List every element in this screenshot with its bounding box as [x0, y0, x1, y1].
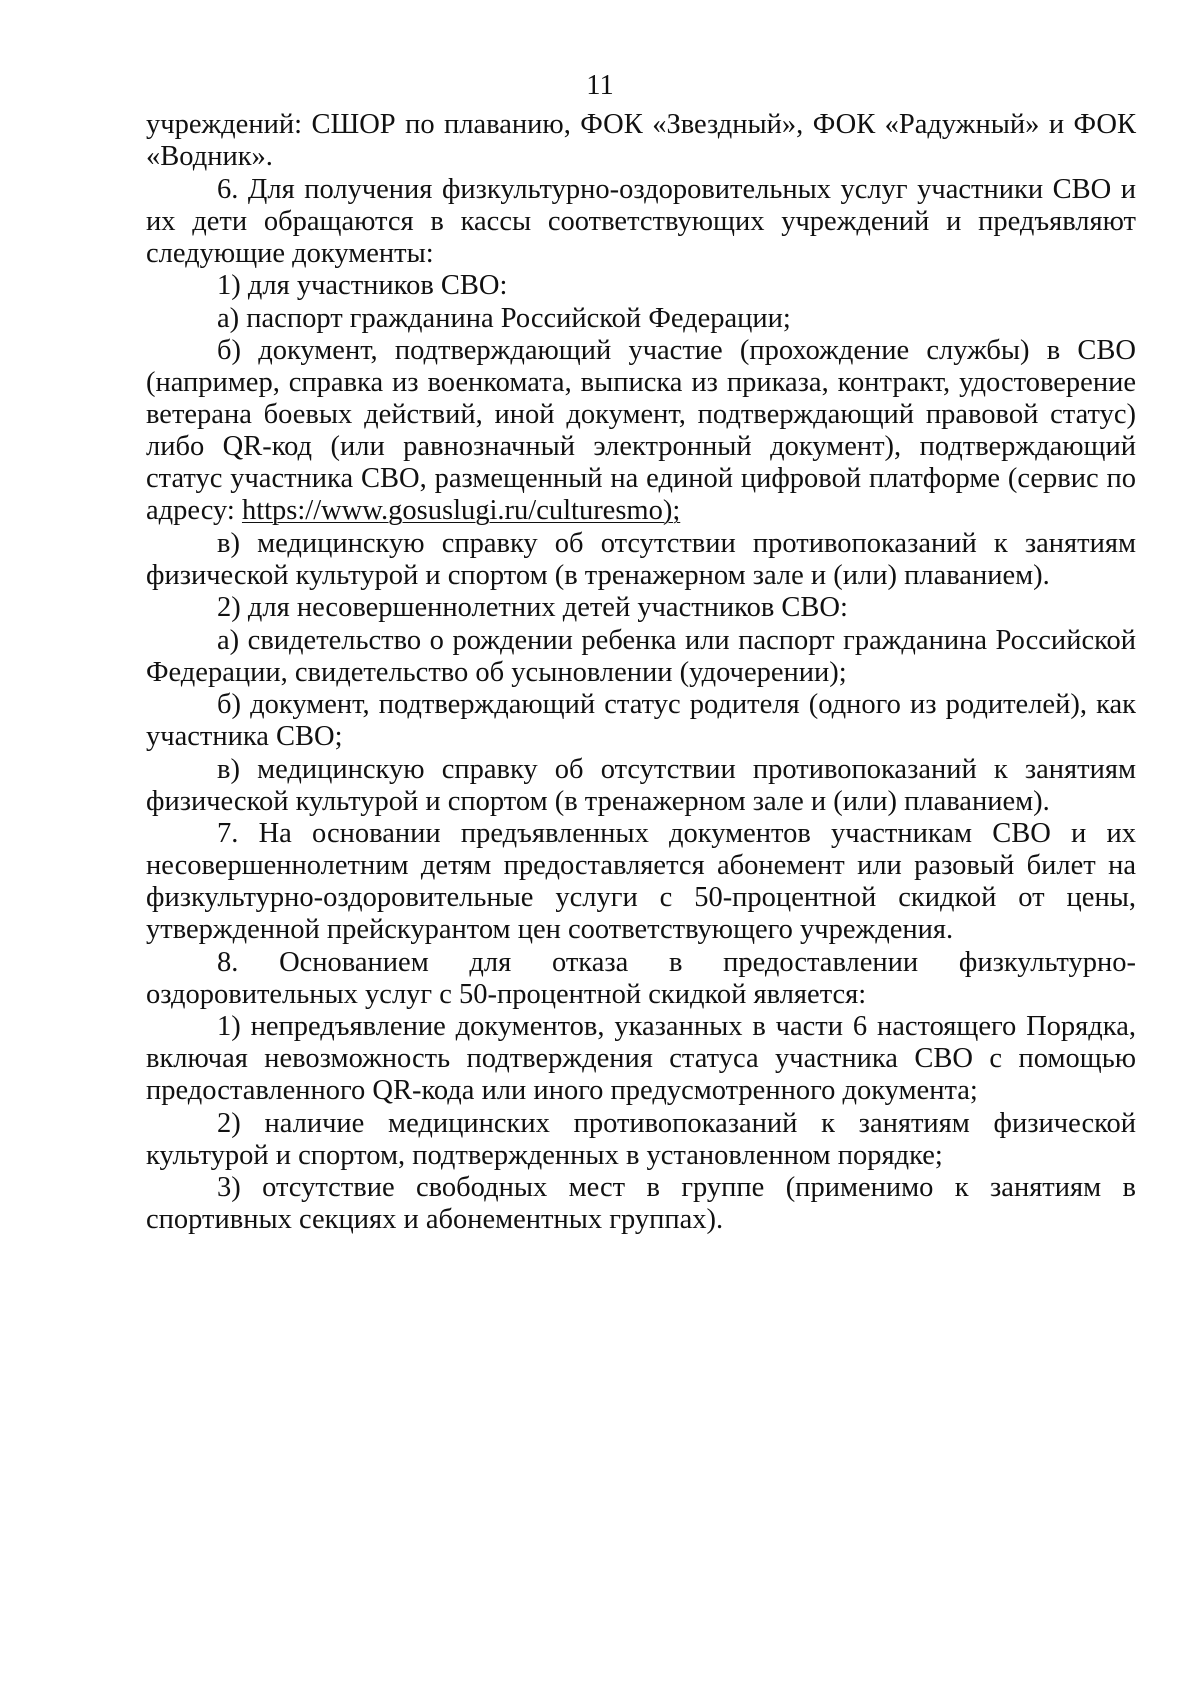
- paragraph-item-6: 6. Для получения физкультурно-оздоровительных услуг участники СВО и их дети обращаются в кассы соответствующих учреждений и предъявляют следующие документы:: [146, 173, 1136, 269]
- document-body: [146, 109, 1136, 1237]
- paragraph-subitem-8-3: 3) отсутствие свободных мест в группе (применимо к занятиям в спортивных секциях и абонементных группах).: [146, 1172, 1136, 1235]
- gosuslugi-link[interactable]: https://www.gosuslugi.ru/culturesmo);: [241, 495, 681, 526]
- paragraph-item-8: 8. Основанием для отказа в предоставлении физкультурно-оздоровительных услуг с 50-процентной скидкой является:: [146, 946, 1136, 1010]
- paragraph-subitem-8-1: 1) непредъявление документов, указанных в части 6 настоящего Порядка, включая невозможность подтверждения статуса участника СВО с помощью предоставленного QR-кода или иного предусмотренного документа;: [146, 1011, 1136, 1106]
- paragraph-item-7: 7. На основании предъявленных документов участникам СВО и их несовершеннолетним детям предоставляется абонемент или разовый билет на физкультурно-оздоровительные услуги с 50-процентной скидкой от цены, утвержденной прейскурантом цен соответствующего учреждения.: [146, 818, 1136, 945]
- paragraph-subitem-6-2-a: а) свидетельство о рождении ребенка или паспорт гражданина Российской Федерации, свидетельство об усыновлении (удочерении);: [146, 624, 1136, 688]
- paragraph-institutions-continuation: учреждений: СШОР по плаванию, ФОК «Звездный», ФОК «Радужный» и ФОК «Водник».: [146, 109, 1136, 172]
- paragraph-subitem-8-2: 2) наличие медицинских противопоказаний к занятиям физической культурой и спортом, подтвержденных в установленном порядке;: [146, 1107, 1136, 1171]
- paragraph-subitem-6-1-v: в) медицинскую справку об отсутствии противопоказаний к занятиям физической культурой и спортом (в тренажерном зале и (или) плаванием).: [146, 527, 1136, 591]
- paragraph-subitem-6-2: 2) для несовершеннолетних детей участников СВО:: [217, 592, 848, 623]
- paragraph-subitem-6-1-b-text: б) документ, подтверждающий участие (прохождение службы) в СВО (например, справка из военкомата, выписка из приказа, контракт, удостоверение ветерана боевых действий, иной документ, подтверждающий правовой статус) либо QR-код (или равнозначный электронный документ), подтверждающий статус участника СВО, размещенный на единой цифровой платформе (сервис по адресу:: [146, 335, 1136, 526]
- paragraph-subitem-6-2-b: б) документ, подтверждающий статус родителя (одного из родителей), как участника СВО;: [146, 689, 1136, 752]
- paragraph-subitem-6-2-v: в) медицинскую справку об отсутствии противопоказаний к занятиям физической культурой и спортом (в тренажерном зале и (или) плаванием).: [146, 753, 1136, 817]
- paragraph-subitem-6-1-b: [146, 335, 1136, 527]
- page-number: 11: [586, 70, 614, 101]
- paragraph-subitem-6-1-a: а) паспорт гражданина Российской Федерации;: [217, 302, 791, 334]
- paragraph-subitem-6-1: 1) для участников СВО:: [217, 270, 508, 301]
